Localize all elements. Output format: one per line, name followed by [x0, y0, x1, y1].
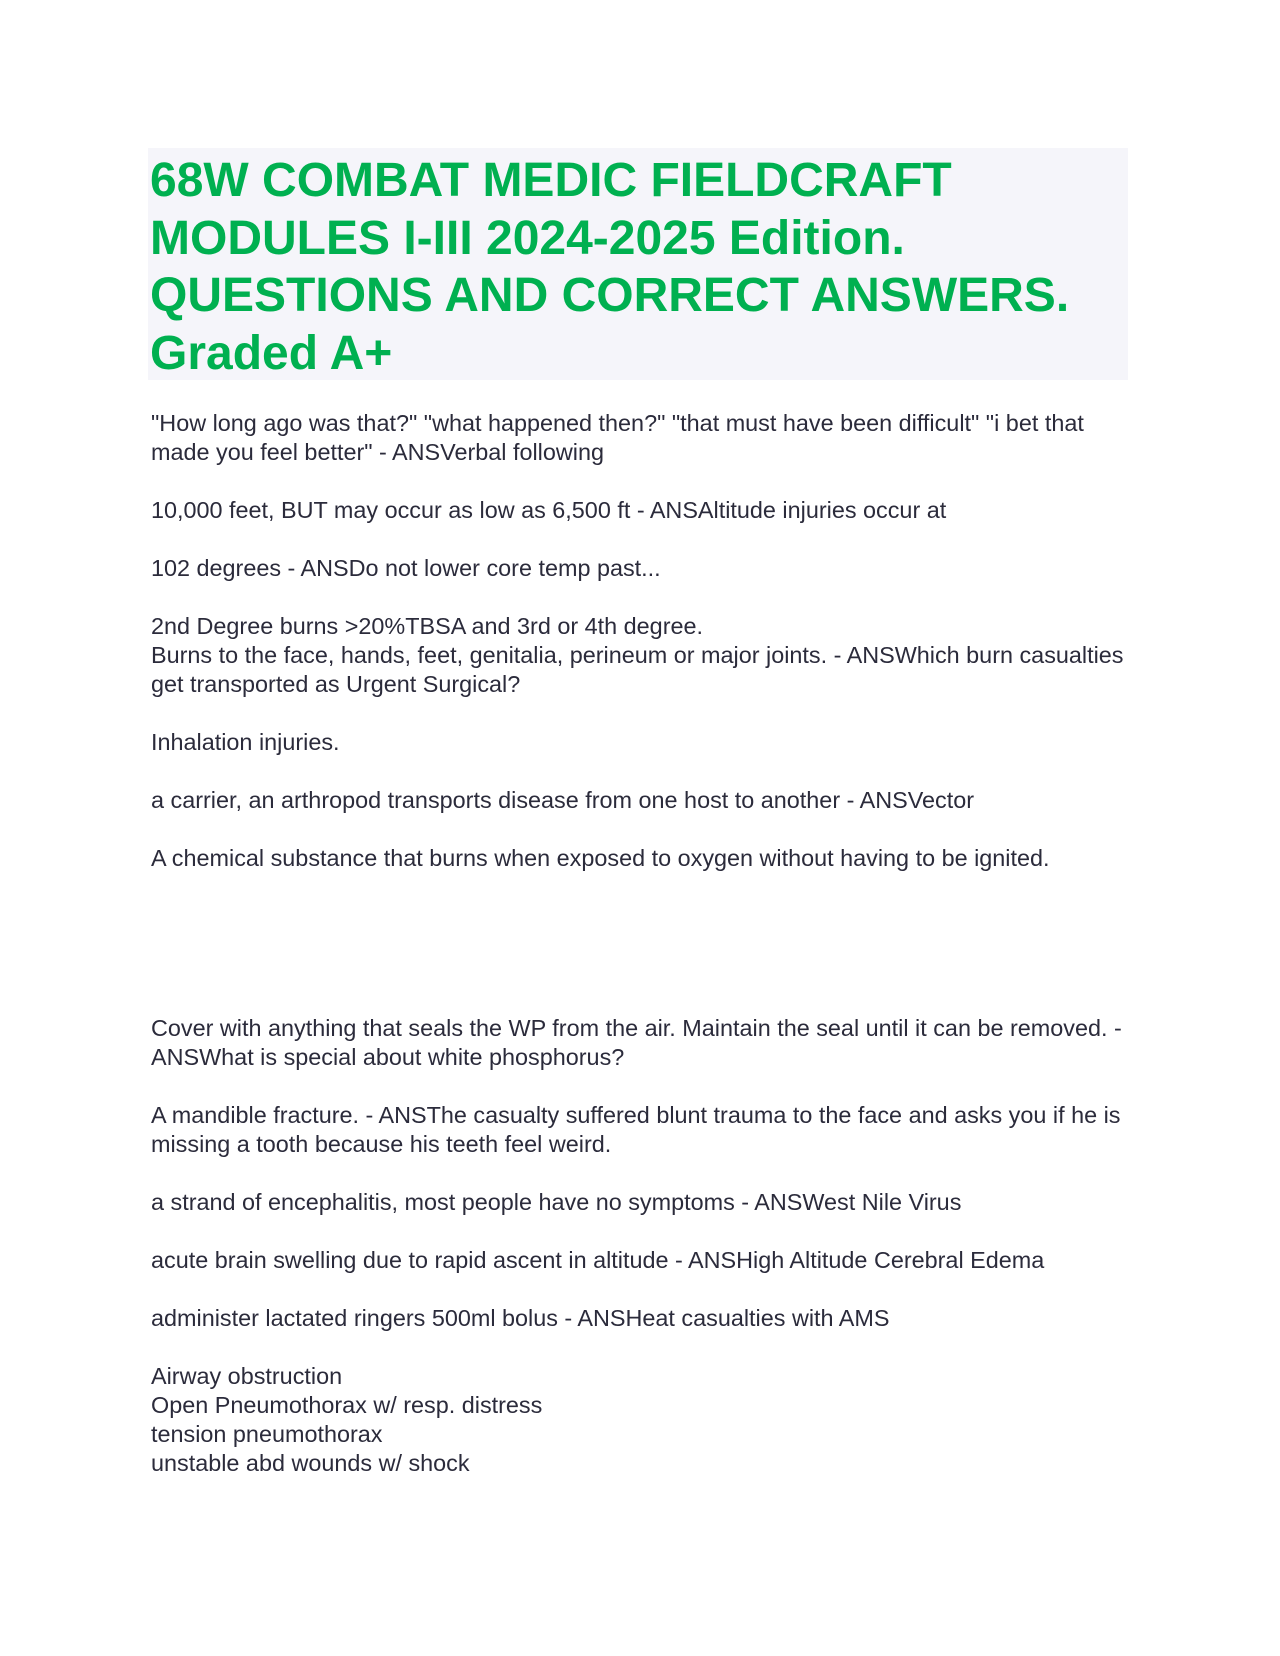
qa-paragraph: A chemical substance that burns when exposed to oxygen without having to be ignited.	[151, 845, 1050, 871]
blank-space	[151, 902, 1131, 1014]
qa-paragraph: "How long ago was that?" "what happened then?" "that must have been difficult" "i bet that made you feel better" - ANSVerbal following	[151, 410, 1084, 465]
qa-paragraph: 102 degrees - ANSDo not lower core temp past...	[151, 555, 661, 581]
qa-paragraph: Inhalation injuries.	[151, 729, 340, 755]
qa-paragraph: Airway obstruction Open Pneumothorax w/ resp. distress tension pneumothorax unstable abd wounds w/ shock	[151, 1363, 543, 1476]
qa-paragraph: 10,000 feet, BUT may occur as low as 6,500 ft - ANSAltitude injuries occur at	[151, 497, 947, 523]
qa-paragraph: a strand of encephalitis, most people have no symptoms - ANSWest Nile Virus	[151, 1189, 962, 1215]
document-title: 68W COMBAT MEDIC FIELDCRAFT MODULES I-III 2024-2025 Edition. QUESTIONS AND CORRECT ANSWERS. Graded A+	[150, 154, 1070, 380]
document-body	[151, 409, 1131, 1507]
qa-paragraph: a carrier, an arthropod transports disease from one host to another - ANSVector	[151, 787, 975, 813]
qa-paragraph: A mandible fracture. - ANSThe casualty suffered blunt trauma to the face and asks you if he is missing a tooth because his teeth feel weird.	[151, 1102, 1121, 1157]
qa-paragraph: administer lactated ringers 500ml bolus - ANSHeat casualties with AMS	[151, 1305, 890, 1331]
qa-paragraph: acute brain swelling due to rapid ascent in altitude - ANSHigh Altitude Cerebral Edema	[151, 1247, 1045, 1273]
qa-paragraph: Cover with anything that seals the WP from the air. Maintain the seal until it can be removed. - ANSWhat is special about white phosphorus?	[151, 1015, 1122, 1070]
title-box	[148, 148, 1128, 380]
qa-paragraph: 2nd Degree burns >20%TBSA and 3rd or 4th degree. Burns to the face, hands, feet, genitalia, perineum or major joints. - ANSWhich burn casualties get transported as Urgent Surgical?	[151, 613, 1124, 697]
